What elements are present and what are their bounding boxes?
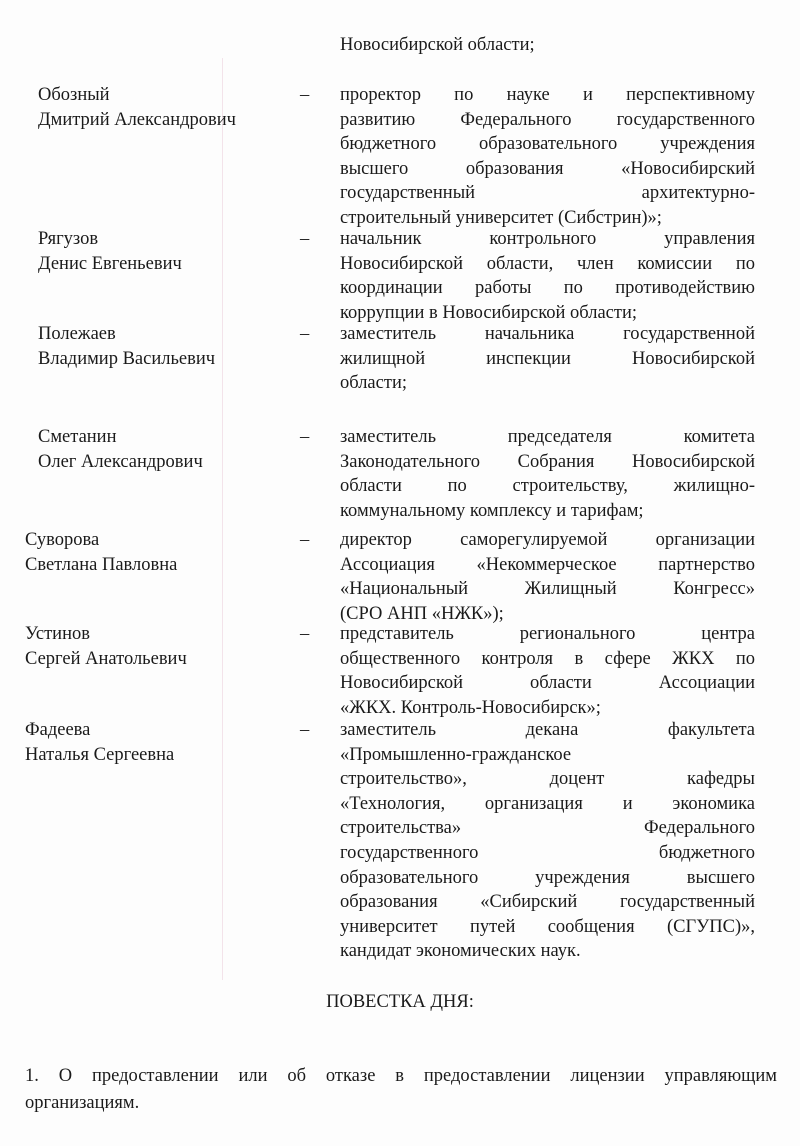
member-name [38,227,182,276]
position-line: коррупции в Новосибирской области; [340,302,638,323]
position-line: заместитель декана факультета [340,720,755,740]
position-line: Новосибирской области, член комиссии по [340,253,755,274]
position-line: заместитель начальника государственной [340,324,755,344]
member-given: Светлана Павловна [25,554,178,575]
position-line: представитель регионального центра [340,624,755,644]
member-position [340,83,755,231]
member-position [340,622,755,720]
dash-separator: – [300,324,310,344]
member-name [38,322,215,371]
dash-separator: – [300,624,310,644]
member-position [340,425,755,523]
dash-separator: – [300,720,310,740]
agenda-item [25,1063,777,1117]
position-line: заместитель председателя комитета [340,427,755,447]
member-given: Владимир Васильевич [38,348,216,369]
position-line: строительный университет (Сибстрин)»; [340,207,662,228]
member-name [38,83,236,132]
member-surname: Сметанин [38,427,117,447]
header-continuation: Новосибирской области; [340,35,535,55]
member-surname: Полежаев [38,324,116,344]
position-line: образования «Сибирский государственный [340,892,755,913]
dash-separator: – [300,229,310,249]
position-line: Новосибирской области Ассоциации [340,673,755,694]
member-surname: Фадеева [25,720,91,740]
member-position [340,322,755,396]
member-surname: Суворова [25,530,100,550]
position-line: директор саморегулируемой организации [340,530,755,550]
position-line: области; [340,373,407,394]
position-line: бюджетного образовательного учреждения [340,134,755,155]
member-position [340,227,755,325]
position-line: Ассоциация «Некоммерческое партнерство [340,554,755,575]
position-line: высшего образования «Новосибирский [340,158,755,179]
position-line: «Промышленно-гражданское [340,744,572,765]
dash-separator: – [300,85,310,105]
member-given: Дмитрий Александрович [38,109,236,130]
position-line: университет путей сообщения (СГУПС)», [340,916,755,937]
position-line: строительства» Федерального [340,818,755,839]
agenda-item-line: организациям. [25,1093,140,1113]
position-line: строительство», доцент кафедры [340,769,755,790]
member-given: Олег Александрович [38,451,203,472]
position-line: проректор по науке и перспективному [340,85,755,105]
dash-separator: – [300,427,310,447]
position-line: государственного бюджетного [340,842,755,863]
member-given: Денис Евгеньевич [38,253,182,274]
member-given: Наталья Сергеевна [25,744,175,765]
position-line: Законодательного Собрания Новосибирской [340,451,755,472]
position-line: общественного контроля в сфере ЖКХ по [340,648,755,669]
agenda-item-line: 1. О предоставлении или об отказе в предоставлении лицензии управляющим [25,1066,777,1086]
position-line: «Национальный Жилищный Конгресс» [340,579,755,600]
member-surname: Рягузов [38,229,99,249]
position-line: развитию Федерального государственного [340,109,755,130]
position-line: государственный архитектурно- [340,183,755,204]
member-surname: Обозный [38,85,110,105]
member-name [38,425,203,474]
member-position [340,528,755,626]
dash-separator: – [300,530,310,550]
position-line: образовательного учреждения высшего [340,867,755,888]
position-line: области по строительству, жилищно- [340,476,755,497]
agenda-title: ПОВЕСТКА ДНЯ: [326,992,474,1012]
position-line: (СРО АНП «НЖК»); [340,603,504,624]
position-line: жилищной инспекции Новосибирской [340,348,755,369]
member-name [25,718,174,767]
position-line: коммунальному комплексу и тарифам; [340,500,644,521]
member-name [25,528,177,577]
position-line: координации работы по противодействию [340,278,755,299]
position-line: «Технология, организация и экономика [340,793,755,814]
position-line: «ЖКХ. Контроль-Новосибирск»; [340,697,601,718]
member-surname: Устинов [25,624,90,644]
member-position [340,718,755,964]
position-line: начальник контрольного управления [340,229,755,249]
member-name [25,622,187,671]
member-given: Сергей Анатольевич [25,648,187,669]
position-line: кандидат экономических наук. [340,941,581,962]
scan-margin-line [222,58,223,980]
